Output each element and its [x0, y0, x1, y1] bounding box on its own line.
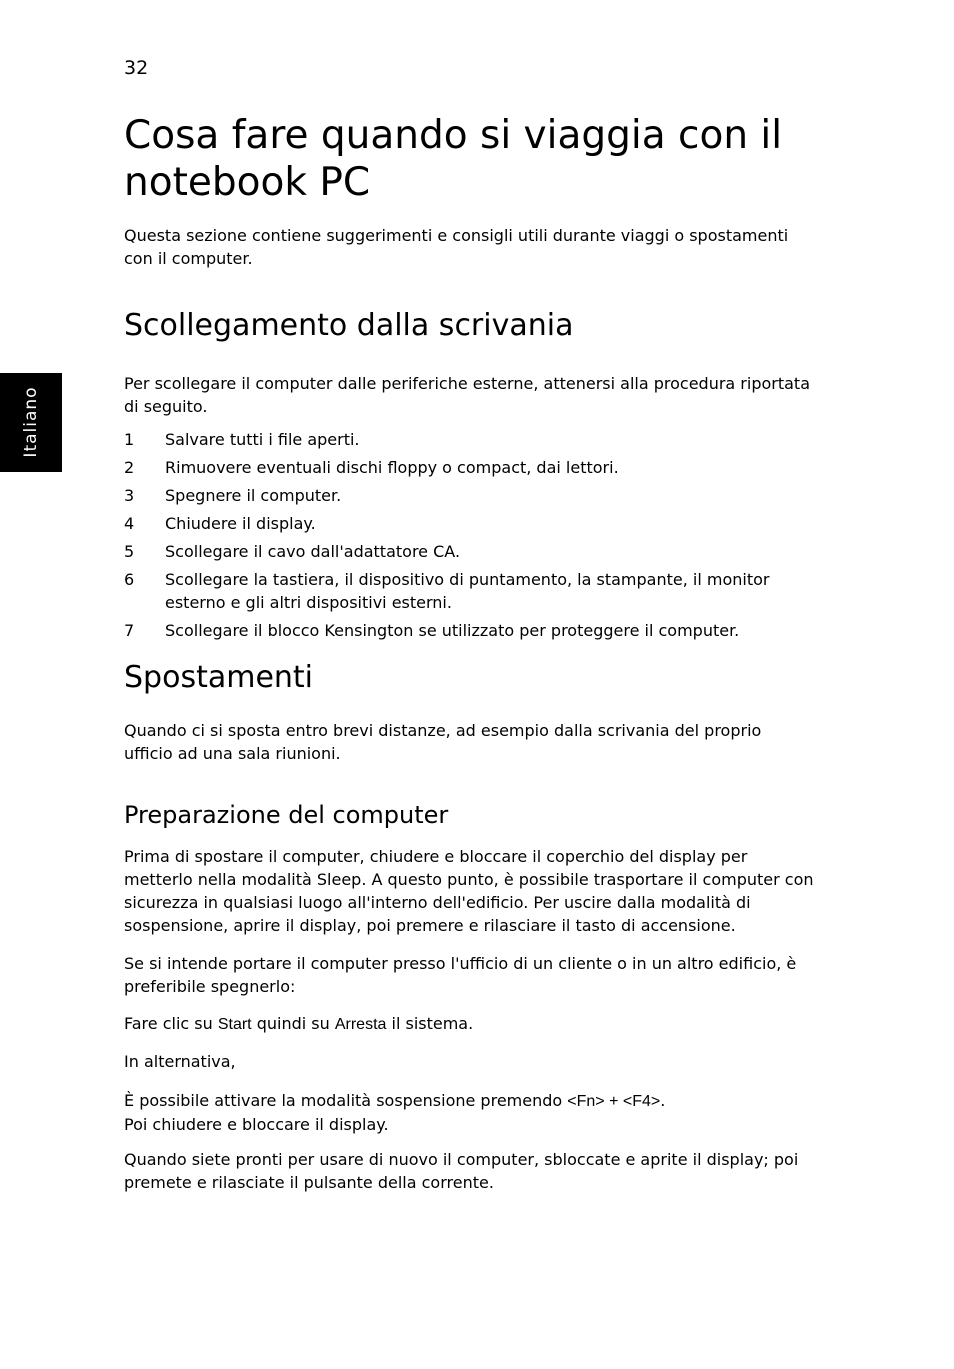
arresta-term: Arresta	[334, 1016, 387, 1033]
spostamenti-paragraph: Quando ci si sposta entro brevi distanze, ad esempio dalla scrivania del proprio ufficio ad una sala riunioni.	[124, 721, 762, 763]
text-segment: È possibile attivare la modalità sospensione premendo	[124, 1091, 568, 1110]
step-text: Chiudere il display.	[165, 514, 316, 533]
list-item	[124, 568, 814, 614]
text-segment: .	[660, 1091, 666, 1110]
step-text: Scollegare il blocco Kensington se utilizzato per proteggere il computer.	[165, 621, 740, 640]
list-item	[124, 512, 814, 535]
scollegamento-paragraph: Per scollegare il computer dalle periferiche esterne, attenersi alla procedura riportata di seguito.	[124, 374, 810, 416]
resume-paragraph: Quando siete pronti per usare di nuovo il computer, sbloccate e aprite il display; poi premete e rilasciate il pulsante della corrente.	[124, 1150, 799, 1192]
section-heading-spostamenti: Spostamenti	[124, 660, 314, 695]
step-number: 3	[124, 486, 135, 505]
step-number: 7	[124, 621, 135, 640]
text-segment: il sistema.	[386, 1014, 474, 1033]
key-combination: <Fn> + <F4>	[567, 1093, 661, 1110]
list-item	[124, 428, 814, 451]
intro-paragraph: Questa sezione contiene suggerimenti e consigli utili durante viaggi o spostamenti con il computer.	[124, 226, 789, 268]
shutdown-instruction	[124, 1012, 814, 1036]
step-text: Scollegare la tastiera, il dispositivo di puntamento, la stampante, il monitor esterno e gli altri dispositivi esterni.	[165, 570, 770, 612]
alternative-label: In alternativa,	[124, 1052, 236, 1071]
step-text: Scollegare il cavo dall'adattatore CA.	[165, 542, 461, 561]
page-content	[124, 112, 814, 1194]
page-title: Cosa fare quando si viaggia con il notebook PC	[124, 113, 783, 205]
text-segment: Poi chiudere e bloccare il display.	[124, 1115, 389, 1134]
language-side-tab	[0, 373, 62, 472]
preparazione-paragraph-2: Se si intende portare il computer presso l'ufficio di un cliente o in un altro edificio, è preferibile spegnerlo:	[124, 954, 797, 996]
step-text: Rimuovere eventuali dischi floppy o compact, dai lettori.	[165, 458, 619, 477]
text-segment: Fare clic su	[124, 1014, 218, 1033]
list-item	[124, 456, 814, 479]
preparazione-paragraph-1: Prima di spostare il computer, chiudere e bloccare il coperchio del display per metterlo nella modalità Sleep. A questo punto, è possibile trasportare il computer con sicurezza in qualsiasi luogo all'interno dell'edificio. Per uscire dalla modalità di sospensione, aprire il display, poi premere e rilasciare il tasto di accensione.	[124, 847, 814, 935]
list-item	[124, 540, 814, 563]
step-text: Salvare tutti i file aperti.	[165, 430, 360, 449]
list-item	[124, 484, 814, 507]
page-number: 32	[124, 57, 149, 79]
step-number: 4	[124, 514, 135, 533]
section-heading-scollegamento: Scollegamento dalla scrivania	[124, 308, 574, 343]
sleep-instruction	[124, 1089, 814, 1136]
start-term: Start	[217, 1016, 252, 1033]
subsection-heading-preparazione: Preparazione del computer	[124, 801, 449, 829]
step-number: 6	[124, 570, 135, 589]
list-item	[124, 619, 814, 642]
step-number: 5	[124, 542, 135, 561]
language-tab-label: Italiano	[21, 386, 41, 458]
step-text: Spegnere il computer.	[165, 486, 342, 505]
steps-list	[124, 428, 814, 642]
text-segment: quindi su	[251, 1014, 335, 1033]
step-number: 2	[124, 458, 135, 477]
step-number: 1	[124, 430, 135, 449]
